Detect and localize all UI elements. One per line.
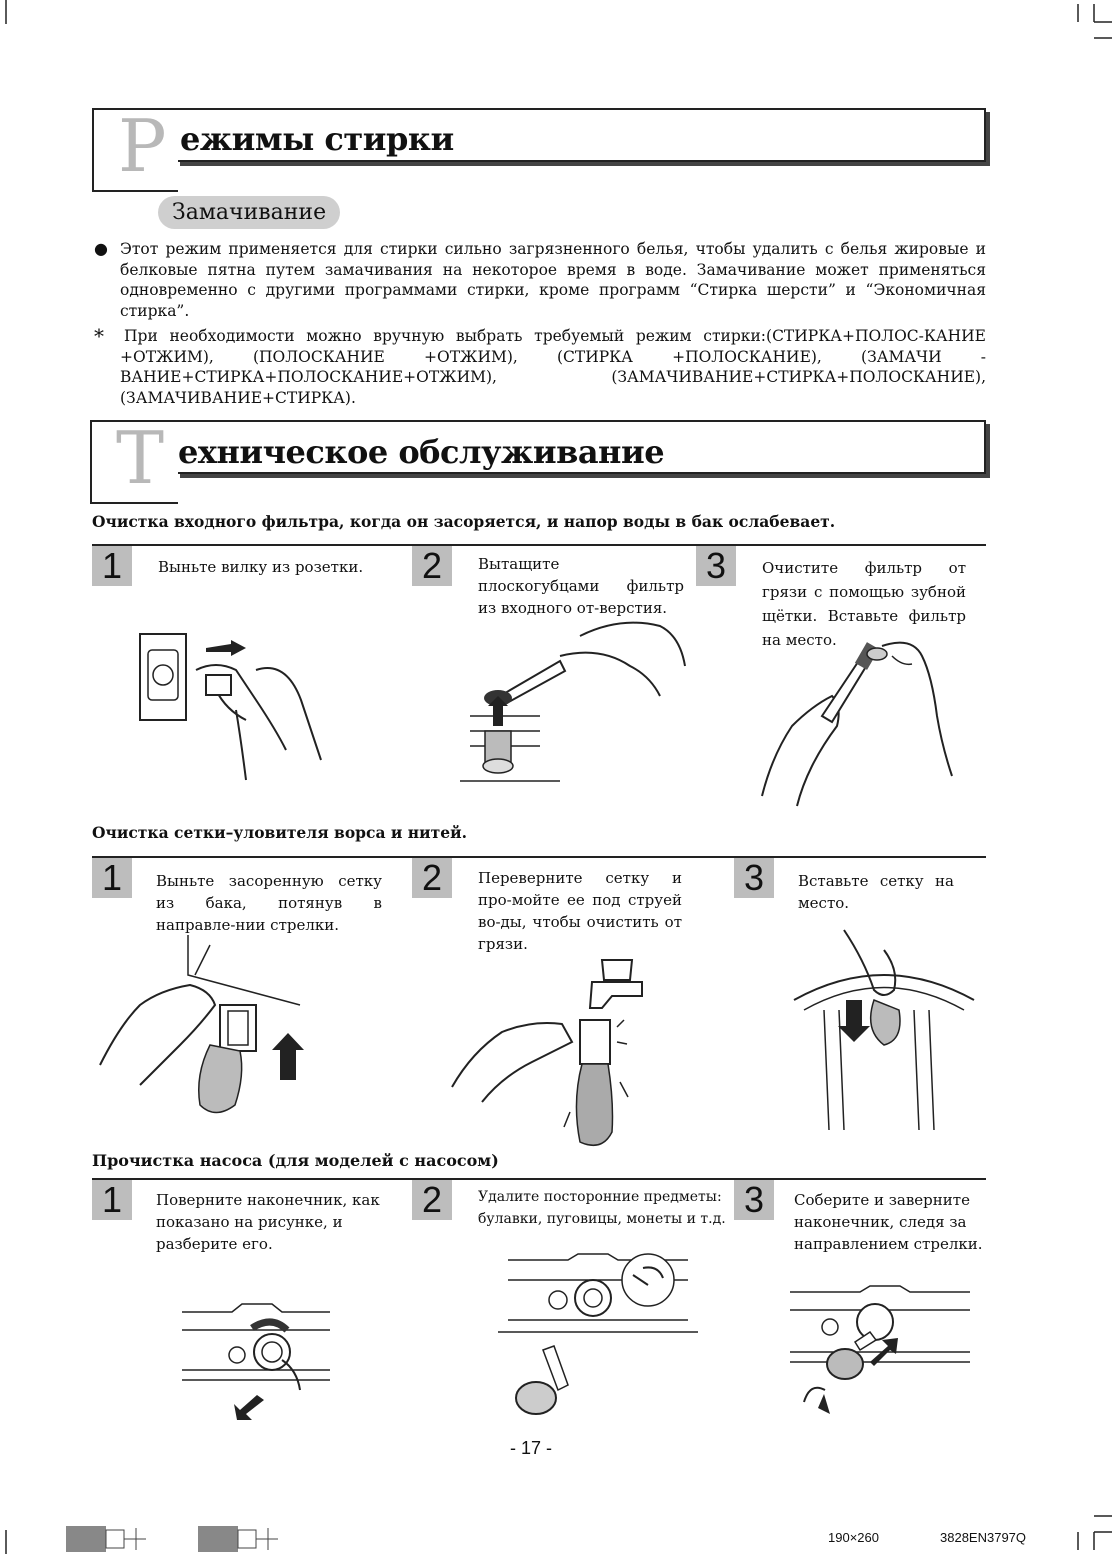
step-number: 2 [412,1180,452,1220]
bullet-icon: ● [94,239,108,258]
divider [92,544,986,546]
page-title: ежимы стирки [180,120,454,158]
step-number: 3 [734,858,774,898]
lint-insert-illustration [784,930,984,1140]
section-title: ехническое обслуживание [178,433,665,471]
page-number: - 17 - [510,1438,553,1458]
pump-disassemble-illustration [182,1300,342,1430]
divider [92,856,986,858]
step-text: Вытащите плоскогубцами фильтр из входного от-верстия. [478,555,684,617]
lint-rinse-illustration [452,952,652,1152]
soak-note: При необходимости можно вручную выбрать требуемый режим стирки:(СТИРКА+ПОЛОС-КАНИЕ +ОТЖИМ), (ПОЛОСКАНИЕ +ОТЖИМ), (СТИРКА +ПОЛОСКАНИЕ), (ЗАМАЧИ - ВАНИЕ+СТИРКА+ПОЛОСКАНИЕ+ОТЖИМ), (ЗАМАЧИВАНИЕ+СТИРКА+ПОЛОСКАНИЕ), (ЗАМАЧИВАНИЕ+СТИРКА). [120,327,986,407]
step-number: 1 [92,1180,132,1220]
section-drop-cap: Т [116,416,165,500]
soak-label: Замачивание [158,196,340,229]
footer-size: 190×260 [828,1530,879,1545]
toothbrush-illustration [752,636,962,806]
step-number: 2 [412,858,452,898]
step-text: Выньте засоренную сетку из бака, потянув в направле-нии стрелки. [156,872,382,934]
registration-marks [66,1524,286,1554]
step-number: 1 [92,858,132,898]
unplug-illustration [136,630,336,790]
step-number: 3 [734,1180,774,1220]
step-text: Удалите посторонние предметы: булавки, пуговицы, монеты и т.д. [478,1189,726,1227]
soak-description: Этот режим применяется для стирки сильно загрязненного белья, чтобы удалить с белья жировые и белковые пятна путем замачивания на некоторое время в воде. Замачивание может применяться одновременно с другими программами стирки, кроме программ “Стирка шерсти” и “Экономичная стирка”. [120,240,986,320]
step-number: 1 [92,546,132,586]
filter-heading: Очистка входного фильтра, когда он засоряется, и напор воды в бак ослабевает. [92,512,836,531]
note-asterisk: * [94,324,104,348]
pliers-illustration [460,616,690,796]
step-text: Вставьте сетку на место. [798,872,954,912]
step-number: 2 [412,546,452,586]
divider [92,1178,986,1180]
section-drop-cap: Р [118,104,167,188]
step-text: Поверните наконечник, как показано на рисунке, и разберите его. [156,1191,380,1253]
step-text: Переверните сетку и про-мойте ее под струей во-ды, чтобы очистить от грязи. [478,869,682,953]
lint-heading: Очистка сетки–уловителя ворса и нитей. [92,823,467,842]
step-text: Соберите и заверните наконечник, следя за направлением стрелки. [794,1191,983,1253]
pump-reassemble-illustration [790,1282,980,1422]
step-text: Выньте вилку из розетки. [158,558,364,576]
footer-code: 3828EN3797Q [940,1530,1027,1545]
pump-clean-illustration [498,1250,698,1420]
pump-heading: Прочистка насоса (для моделей с насосом) [92,1151,499,1170]
lint-remove-illustration [100,935,320,1115]
step-number: 3 [696,546,736,586]
step-text: Очистите фильтр от грязи с помощью зубной щётки. Вставьте фильтр на место. [762,559,966,649]
